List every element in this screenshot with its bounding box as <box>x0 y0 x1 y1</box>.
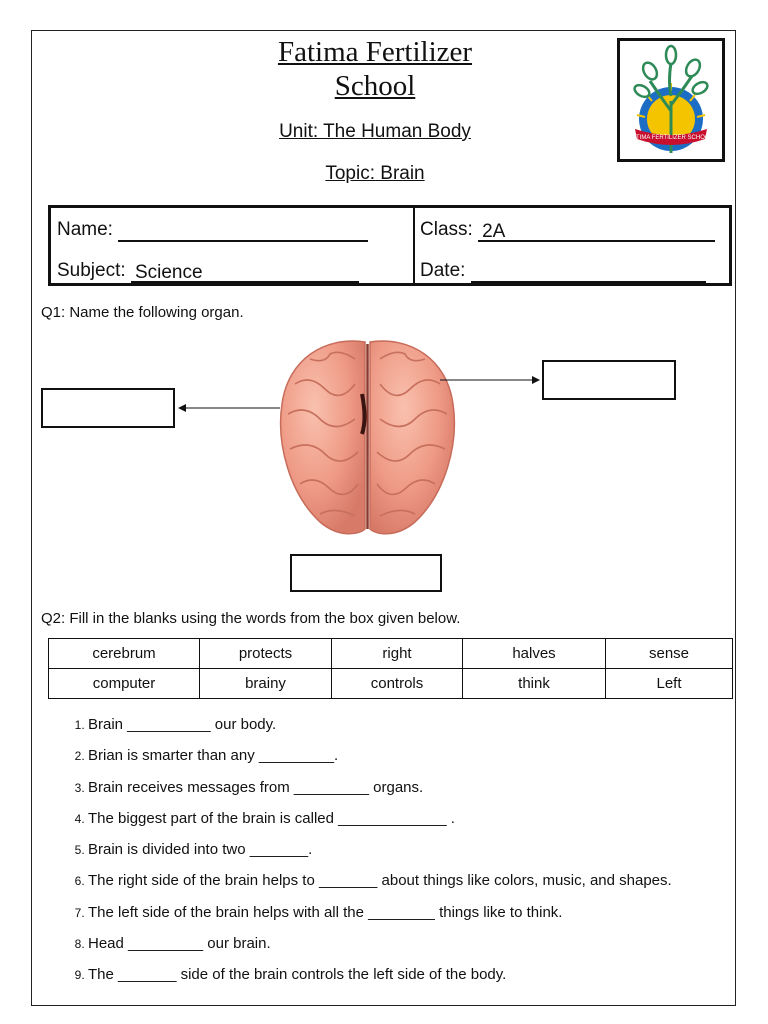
name-field[interactable] <box>57 218 368 242</box>
question-2: Q2: Fill in the blanks using the words from the box given below. <box>41 610 461 627</box>
answer-box-bottom[interactable] <box>290 554 442 592</box>
school-name-line2: School <box>334 70 416 102</box>
school-name-line1: Fatima Fertilizer <box>277 36 473 68</box>
word-cell: halves <box>463 639 606 669</box>
word-cell: cerebrum <box>49 639 200 669</box>
name-line[interactable] <box>118 220 368 242</box>
fill-in-sentences <box>48 714 672 996</box>
class-field[interactable] <box>420 218 715 242</box>
class-line[interactable]: 2A <box>478 220 715 242</box>
answer-box-right[interactable] <box>542 360 676 400</box>
word-cell: brainy <box>200 669 332 699</box>
info-divider <box>413 208 415 283</box>
date-label: Date: <box>420 260 466 281</box>
sentence-item[interactable]: 4. The biggest part of the brain is called _____________ . <box>88 808 672 839</box>
sentence-item[interactable]: 1. Brain __________ our body. <box>88 714 672 745</box>
word-cell: controls <box>332 669 463 699</box>
sentence-item[interactable]: 7. The left side of the brain helps with all the ________ things like to think. <box>88 902 672 933</box>
subject-line[interactable]: Science <box>131 261 359 283</box>
question-1: Q1: Name the following organ. <box>41 304 244 321</box>
word-cell: computer <box>49 669 200 699</box>
word-cell: Left <box>606 669 733 699</box>
subject-label: Subject: <box>57 260 126 281</box>
word-box <box>48 638 733 699</box>
sentence-item[interactable]: 8. Head _________ our brain. <box>88 933 672 964</box>
date-line[interactable] <box>471 261 706 283</box>
word-cell: sense <box>606 639 733 669</box>
subject-field[interactable] <box>57 259 359 283</box>
word-cell: right <box>332 639 463 669</box>
answer-box-left[interactable] <box>41 388 175 428</box>
student-info-box <box>48 205 732 286</box>
logo-text: FATIMA FERTILIZER SCHOOL <box>629 135 713 141</box>
brain-image <box>270 334 465 544</box>
word-cell: protects <box>200 639 332 669</box>
sentence-item[interactable]: 3. Brain receives messages from _________ organs. <box>88 777 672 808</box>
school-logo-graphic <box>620 41 722 159</box>
sentence-item[interactable]: 5. Brain is divided into two _______. <box>88 839 672 870</box>
word-cell: think <box>463 669 606 699</box>
word-row <box>49 639 733 669</box>
sentence-item[interactable]: 9. The _______ side of the brain controls the left side of the body. <box>88 964 672 995</box>
class-label: Class: <box>420 219 473 240</box>
sentence-item[interactable]: 2. Brian is smarter than any _________. <box>88 745 672 776</box>
topic-title: Topic: Brain <box>325 163 425 184</box>
word-row <box>49 669 733 699</box>
name-label: Name: <box>57 219 113 240</box>
unit-title: Unit: The Human Body <box>279 121 471 142</box>
date-field[interactable] <box>420 259 706 283</box>
label-arrows <box>170 370 550 420</box>
sentence-item[interactable]: 6. The right side of the brain helps to _______ about things like colors, music, and shapes. <box>88 870 672 901</box>
school-logo <box>617 38 725 162</box>
